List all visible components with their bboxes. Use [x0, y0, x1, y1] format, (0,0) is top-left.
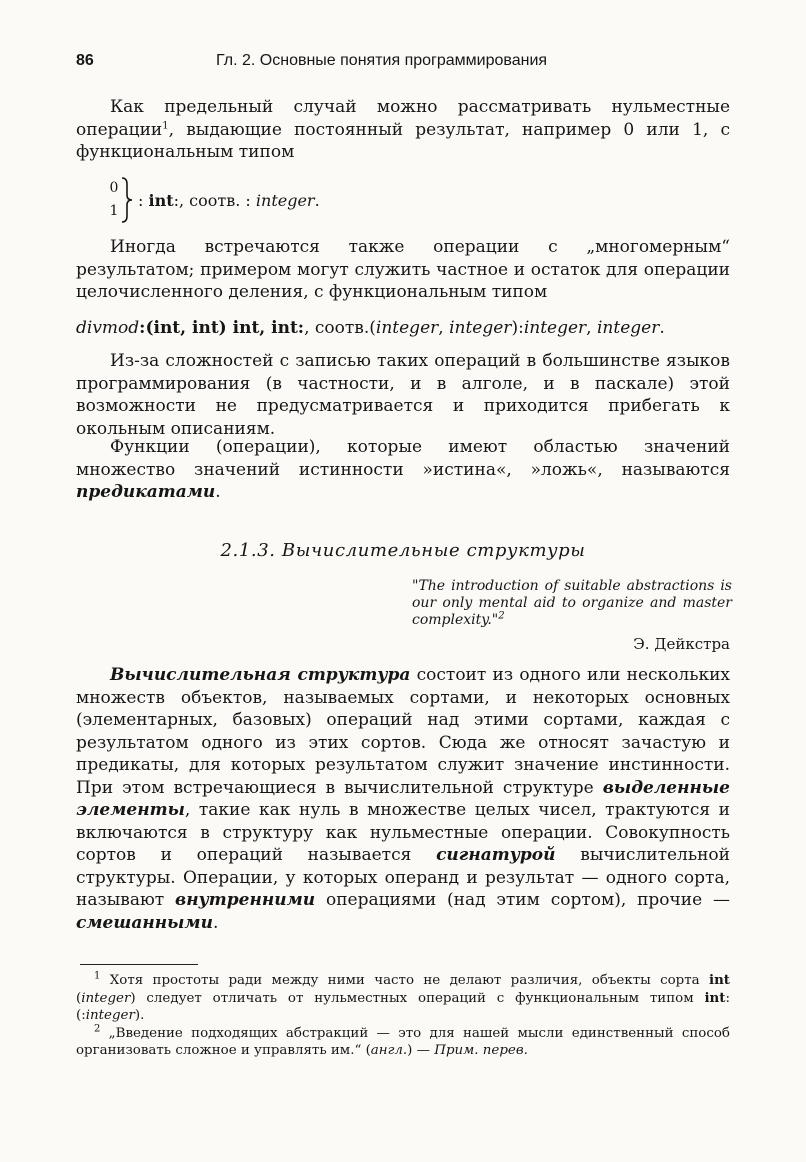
footnote-1-text-c: ) следует отличать от нульместных операций с функциональным типом — [130, 990, 705, 1006]
constant-zero: 0 — [109, 180, 119, 196]
footnotes — [76, 972, 730, 1060]
running-title: Гл. 2. Основные понятия программирования — [216, 52, 548, 69]
formula-colon: : — [138, 191, 149, 210]
formula-separator: :, соотв. : — [173, 191, 256, 210]
page-number: 86 — [76, 52, 94, 69]
paragraph-multidimensional-result — [76, 236, 730, 304]
para4-text-a: Функции (операции), которые имеют областью значений множество значений истинности »истина«, »ложь«, называются — [76, 437, 730, 480]
footnote-1-text-e: ). — [134, 1008, 145, 1023]
constant-one: 1 — [109, 203, 119, 219]
paragraph-language-limitations — [76, 350, 730, 440]
term-internal: внутренними — [175, 890, 316, 910]
para5-text-d: операциями (над этим сортом), прочие — — [315, 890, 730, 910]
footnote-1-integer-b: integer — [85, 1008, 135, 1023]
divmod-rest-1: , соотв.( — [304, 318, 376, 338]
type-integer: integer — [255, 191, 315, 210]
formula-divmod — [76, 318, 665, 338]
paragraph-computational-structure — [76, 664, 730, 934]
para5-text-b: , такие как нуль в множестве целых чисел, трактуются и включаются в структуру как нульместные операции. Совокупность сортов и операций называется — [76, 800, 730, 865]
footnote-1-text-b: ( — [76, 990, 82, 1006]
footnote-2-text-b: ) — — [407, 1043, 435, 1058]
term-predicates: предикатами — [76, 482, 216, 502]
term-computational-structure: Вычислительная структура — [110, 665, 411, 685]
right-brace-icon — [120, 177, 134, 223]
para5-text-c: вычислительной структуры. Операции, у которых операнд и результат — одного сорта, называют — [76, 845, 730, 910]
paragraph-nullary-operations — [76, 96, 730, 164]
footnote-1-keyword-int-b: int — [704, 989, 726, 1006]
footnote-1 — [76, 972, 730, 1025]
para3-text: Из-за сложностей с записью таких операций в большинстве языков программирования (в частности, и в алголе, и в паскале) этой возможности не предусматривается и приходится прибегать к окольным описаниям. — [76, 351, 730, 439]
footnote-1-keyword-int: int — [708, 972, 730, 988]
divmod-rest-2: , — [438, 318, 450, 338]
footnote-1-mark: 1 — [94, 970, 101, 982]
footnote-1-text-a: Хотя простоты ради между ними часто не делают различия, объекты сорта — [100, 973, 709, 988]
divmod-type-3: integer — [523, 318, 587, 338]
formula-dot: . — [314, 191, 320, 210]
epigraph-author: Э. Дейкстра — [633, 635, 730, 653]
footnote-ref-2: 2 — [498, 610, 505, 622]
divmod-signature: :(int, int) int, int: — [139, 318, 305, 338]
footnote-divider — [80, 964, 198, 965]
term-mixed: смешанными — [76, 912, 213, 933]
divmod-end: . — [659, 318, 665, 338]
paragraph-predicates — [76, 436, 730, 504]
para1-text-b: , выдающие постоянный результат, например 0 или 1, с функциональным типом — [76, 119, 730, 162]
function-divmod: divmod — [76, 318, 140, 338]
keyword-int: int — [148, 191, 174, 210]
footnote-2-mark: 2 — [94, 1023, 101, 1035]
term-signature: сигнатурой — [436, 845, 556, 865]
footnote-2 — [76, 1025, 730, 1060]
para4-text-b: . — [215, 482, 221, 502]
epigraph — [412, 578, 732, 629]
divmod-type-4: integer — [596, 318, 660, 338]
footnote-1-text-d: : (: — [76, 990, 730, 1023]
divmod-rest-4: , — [586, 318, 597, 338]
footnote-1-integer-a: integer — [81, 990, 131, 1006]
term-distinguished-elements: выделенные элементы — [76, 777, 730, 820]
epigraph-quote: "The introduction of suitable abstractions is our only mental aid to organize and master complexity." — [412, 578, 732, 628]
divmod-type-1: integer — [375, 318, 439, 338]
para1-text-a: Как предельный случай можно рассматривать нульместные операции — [76, 97, 730, 140]
formula-constant-expression — [138, 191, 320, 210]
divmod-rest-3: ): — [511, 318, 524, 338]
para5-text-a: состоит из одного или нескольких множеств объектов, называемых сортами, и некоторых основных (элементарных, базовых) операций над этими сортами, каждая с результатом одного из этих сортов. Сюда же относят зачастую и предикаты, для которых результатом служит значение инстинности. При этом встречающиеся в вычислительной структуре — [76, 665, 730, 798]
divmod-type-2: integer — [449, 318, 512, 338]
para5-text-e: . — [212, 912, 219, 933]
page-header — [76, 52, 736, 78]
section-title: 2.1.3. Вычислительные структуры — [220, 540, 586, 561]
formula-constants — [108, 177, 120, 223]
footnote-2-lang: англ. — [370, 1043, 408, 1058]
footnote-ref-1: 1 — [162, 119, 169, 131]
footnote-2-translator-note: Прим. перев. — [434, 1043, 528, 1058]
para2-text: Иногда встречаются также операции с „многомерным“ результатом; примером могут служить частное и остаток для операции целочисленного деления, с функциональным типом — [76, 237, 730, 302]
footnote-2-text-a: „Введение подходящих абстракций — это для нашей мысли единственный способ организовать сложное и управлять им.“ ( — [76, 1025, 730, 1058]
